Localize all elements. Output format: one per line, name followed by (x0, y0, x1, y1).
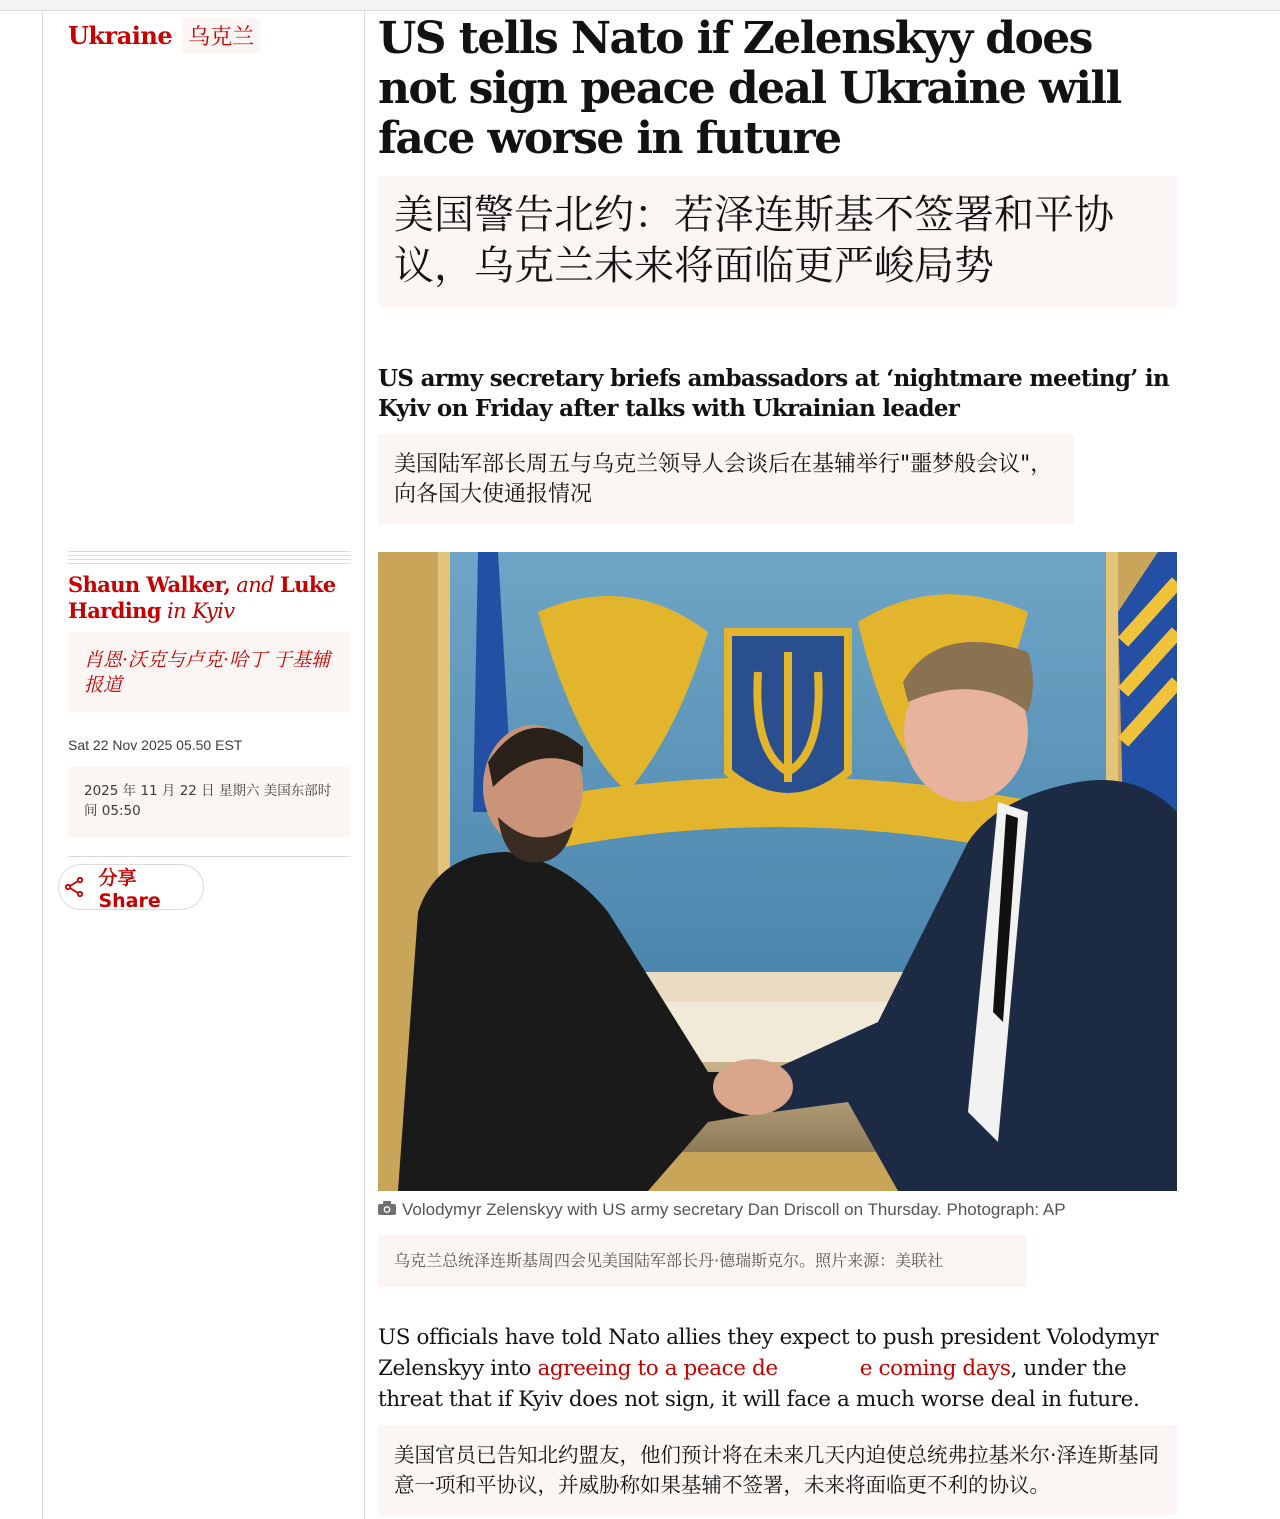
share-label: 分享 Share (98, 866, 161, 912)
byline-translation: 肖恩·沃克与卢克·哈丁 于基辅报道 (68, 632, 351, 712)
page-border-left (42, 10, 43, 1519)
browser-top-strip (0, 0, 1280, 11)
share-icon (61, 874, 86, 900)
standfirst: US army secretary briefs ambassadors at ‘nightmare meeting’ in Kyiv on Friday after talks with Ukrainian leader (378, 365, 1169, 422)
publish-date-translation: 2025 年 11 月 22 日 星期六 美国东部时间 05:50 (68, 767, 351, 837)
body-text: US officials have told Nato allies they expect to push president Volodymyr Zelenskyy into (378, 1325, 1159, 1381)
byline-rules (68, 551, 351, 567)
section-label-zh: 乌克兰 (182, 18, 260, 53)
section-link-ukraine[interactable]: Ukraine (68, 21, 173, 50)
headline-translation: 美国警告北约：若泽连斯基不签署和平协议，乌克兰未来将面临更严峻局势 (378, 176, 1177, 307)
caption-text: Volodymyr Zelenskyy with US army secretary Dan Driscoll on Thursday. Photograph: AP (402, 1200, 1066, 1219)
main-photo[interactable] (378, 552, 1177, 1191)
peace-deal-link[interactable] (537, 1356, 1010, 1381)
standfirst-translation: 美国陆军部长周五与乌克兰领导人会谈后在基辅举行"噩梦般会议"，向各国大使通报情况 (378, 434, 1074, 524)
body-text-continued: , under the threat that if Kyiv does not sign, it will face a much worse deal in future. (378, 1356, 1140, 1412)
headline-block (378, 14, 1177, 164)
body-paragraph-1-translation: 美国官员已告知北约盟友，他们预计将在未来几天内迫使总统弗拉基米尔·泽连斯基同意一项和平协议，并威胁称如果基辅不签署，未来将面临更不利的协议。 (378, 1425, 1177, 1515)
byline-and: and (230, 573, 281, 597)
column-divider (364, 10, 365, 1519)
author-link-shaun-walker[interactable]: Shaun Walker, (68, 572, 231, 597)
link-text-part-1: agreeing to a peace de (537, 1356, 778, 1381)
camera-icon (378, 1200, 396, 1220)
publish-date: Sat 22 Nov 2025 05.50 EST (68, 737, 243, 753)
byline-location: in Kyiv (160, 599, 235, 623)
headline: US tells Nato if Zelenskyy does not sign peace deal Ukraine will face worse in future (378, 13, 1121, 164)
byline (68, 572, 351, 624)
share-button[interactable] (58, 864, 204, 910)
caption-translation: 乌克兰总统泽连斯基周四会见美国陆军部长丹·德瑞斯克尔。照片来源：美联社 (378, 1235, 1027, 1287)
author-link-luke-harding[interactable]: Luke Harding (68, 572, 336, 623)
link-text-part-2: e coming days (859, 1356, 1011, 1381)
section-header (68, 18, 351, 53)
photo-caption (378, 1200, 1177, 1220)
body-paragraph-1 (378, 1322, 1177, 1415)
meta-divider (68, 856, 351, 857)
redacted-overlay (778, 1357, 860, 1379)
